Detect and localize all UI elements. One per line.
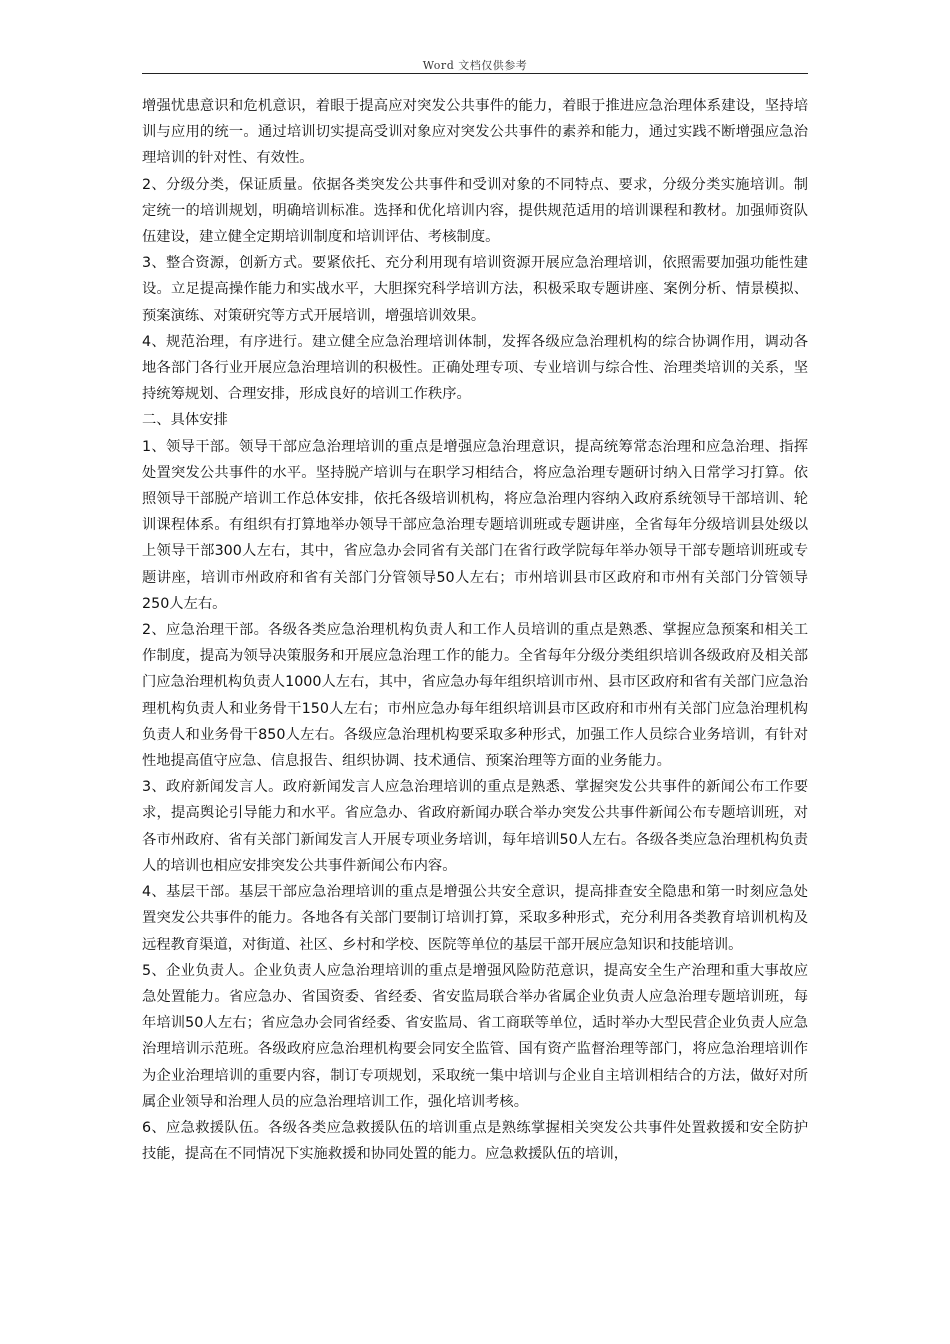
paragraph: 4、规范治理，有序进行。建立健全应急治理培训体制，发挥各级应急治理机构的综合协调作用，调动各地各部门各行业开展应急治理培训的积极性。正确处理专项、专业培训与综合性、治理类培训的关系，坚持统筹规划、合理安排，形成良好的培训工作秩序。 [142, 333, 808, 403]
paragraph: 3、政府新闻发言人。政府新闻发言人应急治理培训的重点是熟悉、掌握突发公共事件的新闻公布工作要求，提高舆论引导能力和水平。省应急办、省政府新闻办联合举办突发公共事件新闻公布专题培训班，对各市州政府、省有关部门新闻发言人开展专项业务培训，每年培训50人左右。各级各类应急治理机构负责人的培训也相应安排突发公共事件新闻公布内容。 [142, 779, 808, 874]
document-body [142, 93, 808, 1167]
paragraph: 6、应急救援队伍。各级各类应急救援队伍的培训重点是熟练掌握相关突发公共事件处置救援和安全防护技能，提高在不同情况下实施救援和协同处置的能力。应急救援队伍的培训， [142, 1119, 808, 1163]
header-divider [142, 73, 808, 74]
paragraph: 1、领导干部。领导干部应急治理培训的重点是增强应急治理意识，提高统筹常态治理和应急治理、指挥处置突发公共事件的水平。坚持脱产培训与在职学习相结合，将应急治理专题研讨纳入日常学习打算。依照领导干部脱产培训工作总体安排，依托各级培训机构，将应急治理内容纳入政府系统领导干部培训、轮训课程体系。有组织有打算地举办领导干部应急治理专题培训班或专题讲座，全省每年分级培训县处级以上领导干部300人左右，其中，省应急办会同省有关部门在省行政学院每年举办领导干部专题培训班或专题讲座，培训市州政府和省有关部门分管领导50人左右；市州培训县市区政府和市州有关部门分管领导250人左右。 [142, 438, 808, 612]
paragraph: 3、整合资源，创新方式。要紧依托、充分利用现有培训资源开展应急治理培训，依照需要加强功能性建设。立足提高操作能力和实战水平，大胆探究科学培训方法，积极采取专题讲座、案例分析、情景模拟、预案演练、对策研究等方式开展培训，增强培训效果。 [142, 255, 808, 324]
paragraph: 2、应急治理干部。各级各类应急治理机构负责人和工作人员培训的重点是熟悉、掌握应急预案和相关工作制度，提高为领导决策服务和开展应急治理工作的能力。全省每年分级分类组织培训各级政府及相关部门应急治理机构负责人1000人左右，其中，省应急办每年组织培训市州、县市区政府和省有关部门应急治理机构负责人和业务骨干150人左右；市州应急办每年组织培训县市区政府和市州有关部门应急治理机构负责人和业务骨干850人左右。各级应急治理机构要采取多种形式，加强工作人员综合业务培训，有针对性地提高值守应急、信息报告、组织协调、技术通信、预案治理等方面的业务能力。 [142, 622, 808, 770]
paragraph: 2、分级分类，保证质量。依据各类突发公共事件和受训对象的不同特点、要求，分级分类实施培训。制定统一的培训规划，明确培训标准。选择和优化培训内容，提供规范适用的培训课程和教材。加强师资队伍建设，建立健全定期培训制度和培训评估、考核制度。 [142, 176, 808, 246]
paragraph: 4、基层干部。基层干部应急治理培训的重点是增强公共安全意识，提高排查安全隐患和第一时刻应急处置突发公共事件的能力。各地各有关部门要制订培训打算，采取多种形式，充分利用各类教育培训机构及远程教育渠道，对街道、社区、乡村和学校、医院等单位的基层干部开展应急知识和技能培训。 [142, 884, 808, 953]
section-heading: 二、具体安排 [142, 412, 228, 429]
page-header: Word 文档仅供参考 [422, 59, 528, 72]
paragraph: 增强忧患意识和危机意识，着眼于提高应对突发公共事件的能力，着眼于推进应急治理体系建设，坚持培训与应用的统一。通过培训切实提高受训对象应对突发公共事件的素养和能力，通过实践不断增强应急治理培训的针对性、有效性。 [142, 98, 808, 167]
paragraph: 5、企业负责人。企业负责人应急治理培训的重点是增强风险防范意识，提高安全生产治理和重大事故应急处置能力。省应急办、省国资委、省经委、省安监局联合举办省属企业负责人应急治理专题培训班，每年培训50人左右；省应急办会同省经委、省安监局、省工商联等单位，适时举办大型民营企业负责人应急治理培训示范班。各级政府应急治理机构要会同安全监管、国有资产监督治理等部门，将应急治理培训作为企业治理培训的重要内容，制订专项规划，采取统一集中培训与企业自主培训相结合的方法，做好对所属企业领导和治理人员的应急治理培训工作，强化培训考核。 [142, 962, 808, 1110]
